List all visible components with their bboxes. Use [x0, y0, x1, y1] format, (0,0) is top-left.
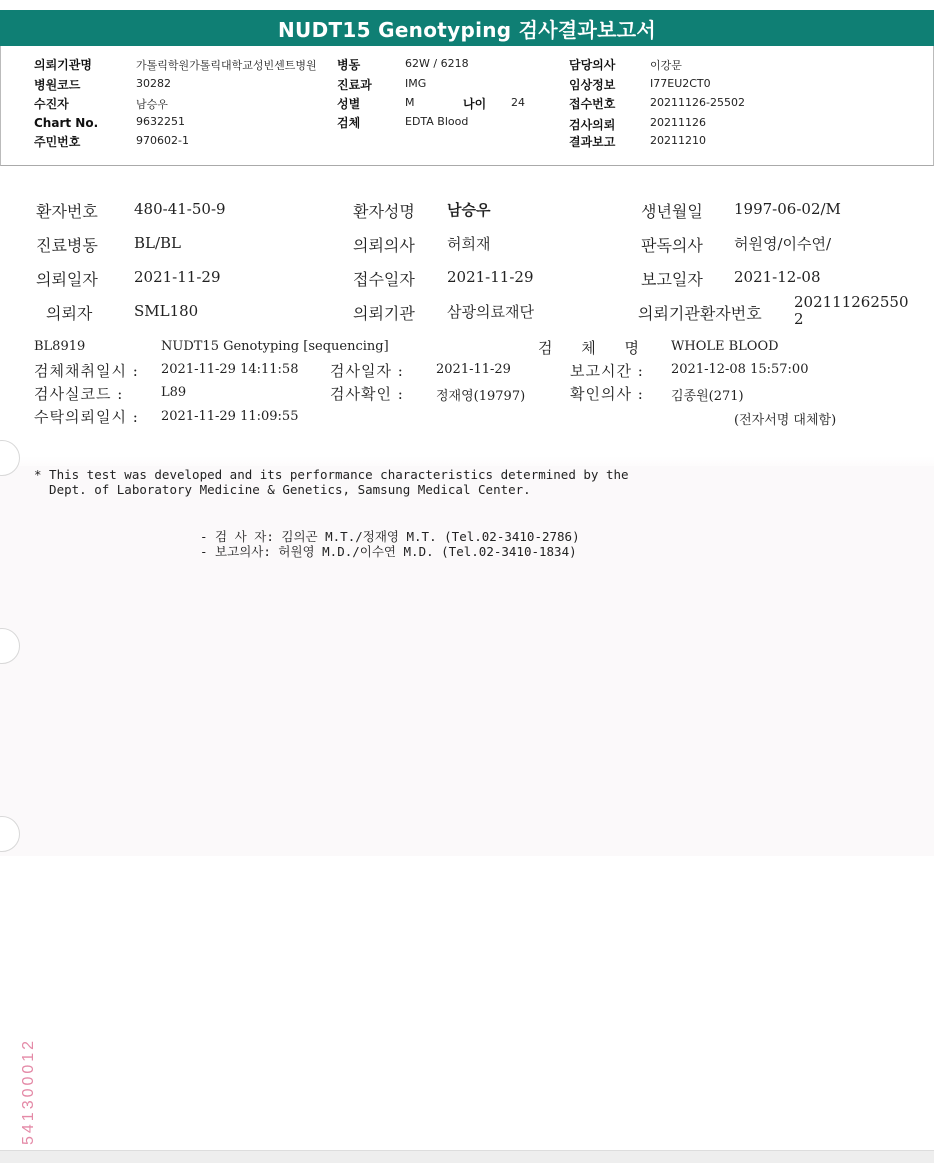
meta-value: 24: [511, 96, 525, 109]
lab-value: L89: [161, 385, 187, 400]
patient-value: 480-41-50-9: [134, 200, 226, 218]
meta-value: 20211126-25502: [650, 96, 745, 109]
meta-value: 62W / 6218: [405, 57, 469, 70]
meta-label: 검체: [337, 116, 361, 130]
meta-value: EDTA Blood: [405, 115, 469, 128]
patient-value: 허희재: [447, 235, 491, 253]
patient-value: 202111262550 2: [794, 293, 909, 328]
patient-label: 의뢰일자: [36, 270, 98, 289]
patient-label: 진료병동: [36, 236, 98, 255]
signature-note: (전자서명 대체함): [734, 413, 837, 428]
meta-value: 가톨릭학원가톨릭대학교성빈센트병원: [136, 59, 317, 72]
patient-value: 2021-12-08: [734, 268, 821, 286]
meta-label: 접수번호: [569, 97, 616, 111]
meta-label: 진료과: [337, 78, 372, 92]
patient-value: BL/BL: [134, 234, 182, 252]
specimen-value: WHOLE BLOOD: [671, 339, 779, 354]
report-title: NUDT15 Genotyping 검사결과보고서: [0, 10, 934, 46]
patient-label: 생년월일: [641, 202, 703, 221]
meta-label: 결과보고: [569, 135, 616, 149]
patient-value: SML180: [134, 302, 199, 320]
lab-label: 검사실코드 :: [34, 385, 124, 403]
meta-label: Chart No.: [34, 116, 99, 130]
meta-label: 주민번호: [34, 135, 81, 149]
bottom-strip: [0, 1150, 934, 1163]
patient-value: 1997-06-02/M: [734, 200, 841, 218]
patient-label: 보고일자: [641, 270, 703, 289]
meta-value: IMG: [405, 77, 427, 90]
reporttime-value: 2021-12-08 15:57:00: [671, 362, 809, 377]
patient-value: 허원영/이수연/: [734, 235, 832, 253]
disclaimer-line: Dept. of Laboratory Medicine & Genetics, Samsung Medical Center.: [34, 482, 531, 497]
barcode-number: 541300012: [20, 1037, 37, 1145]
consign-value: 2021-11-29 11:09:55: [161, 409, 299, 424]
patient-label: 의뢰기관환자번호: [638, 304, 762, 323]
patient-value: 2021-11-29: [447, 268, 534, 286]
meta-label: 검사의뢰: [569, 118, 616, 132]
consign-label: 수탁의뢰일시 :: [34, 408, 139, 426]
patient-label: 의뢰기관: [353, 304, 415, 323]
meta-value: 남승우: [136, 98, 168, 111]
meta-label: 병원코드: [34, 78, 81, 92]
collect-value: 2021-11-29 14:11:58: [161, 362, 299, 377]
meta-label: 의뢰기관명: [34, 58, 92, 72]
staff-line: - 보고의사: 허원영 M.D./이수연 M.D. (Tel.02-3410-1834): [200, 544, 577, 559]
meta-label: 담당의사: [569, 58, 616, 72]
meta-value: 9632251: [136, 115, 185, 128]
scan-shaded-area: [0, 466, 934, 856]
scanned-report: [0, 166, 934, 856]
patient-label: 의뢰의사: [353, 236, 415, 255]
disclaimer-line: * This test was developed and its performance characteristics determined by the: [34, 467, 629, 482]
patient-value: 삼광의료재단: [447, 303, 534, 321]
doctor-label: 확인의사 :: [570, 385, 644, 403]
patient-label: 의뢰자: [46, 304, 93, 323]
meta-panel: [0, 46, 934, 166]
meta-label: 나이: [463, 97, 487, 111]
collect-label: 검체채취일시 :: [34, 362, 139, 380]
meta-label: 수진자: [34, 97, 69, 111]
patient-label: 환자성명: [353, 202, 415, 221]
reporttime-label: 보고시간 :: [570, 362, 644, 380]
confirm-value: 정재영(19797): [436, 389, 526, 404]
specimen-label: 검 체 명: [538, 339, 652, 357]
meta-value: 20211210: [650, 134, 706, 147]
meta-label: 임상정보: [569, 78, 616, 92]
meta-value: M: [405, 96, 415, 109]
patient-value: 2021-11-29: [134, 268, 221, 286]
meta-value: I77EU2CT0: [650, 77, 711, 90]
confirm-label: 검사확인 :: [330, 385, 404, 403]
meta-label: 병동: [337, 58, 361, 72]
doctor-value: 김종원(271): [671, 389, 744, 404]
test-name: NUDT15 Genotyping [sequencing]: [161, 339, 389, 354]
patient-label: 환자번호: [36, 202, 98, 221]
meta-value: 이강문: [650, 59, 682, 72]
patient-label: 판독의사: [641, 236, 703, 255]
test-code: BL8919: [34, 339, 86, 354]
meta-value: 30282: [136, 77, 171, 90]
testdate-label: 검사일자 :: [330, 362, 404, 380]
meta-label: 성별: [337, 97, 361, 111]
meta-value: 970602-1: [136, 134, 189, 147]
testdate-value: 2021-11-29: [436, 362, 511, 377]
patient-label: 접수일자: [353, 270, 415, 289]
patient-name: 남승우: [447, 201, 491, 219]
staff-line: - 검 사 자: 김의곤 M.T./정재영 M.T. (Tel.02-3410-2786): [200, 529, 580, 544]
meta-value: 20211126: [650, 116, 706, 129]
